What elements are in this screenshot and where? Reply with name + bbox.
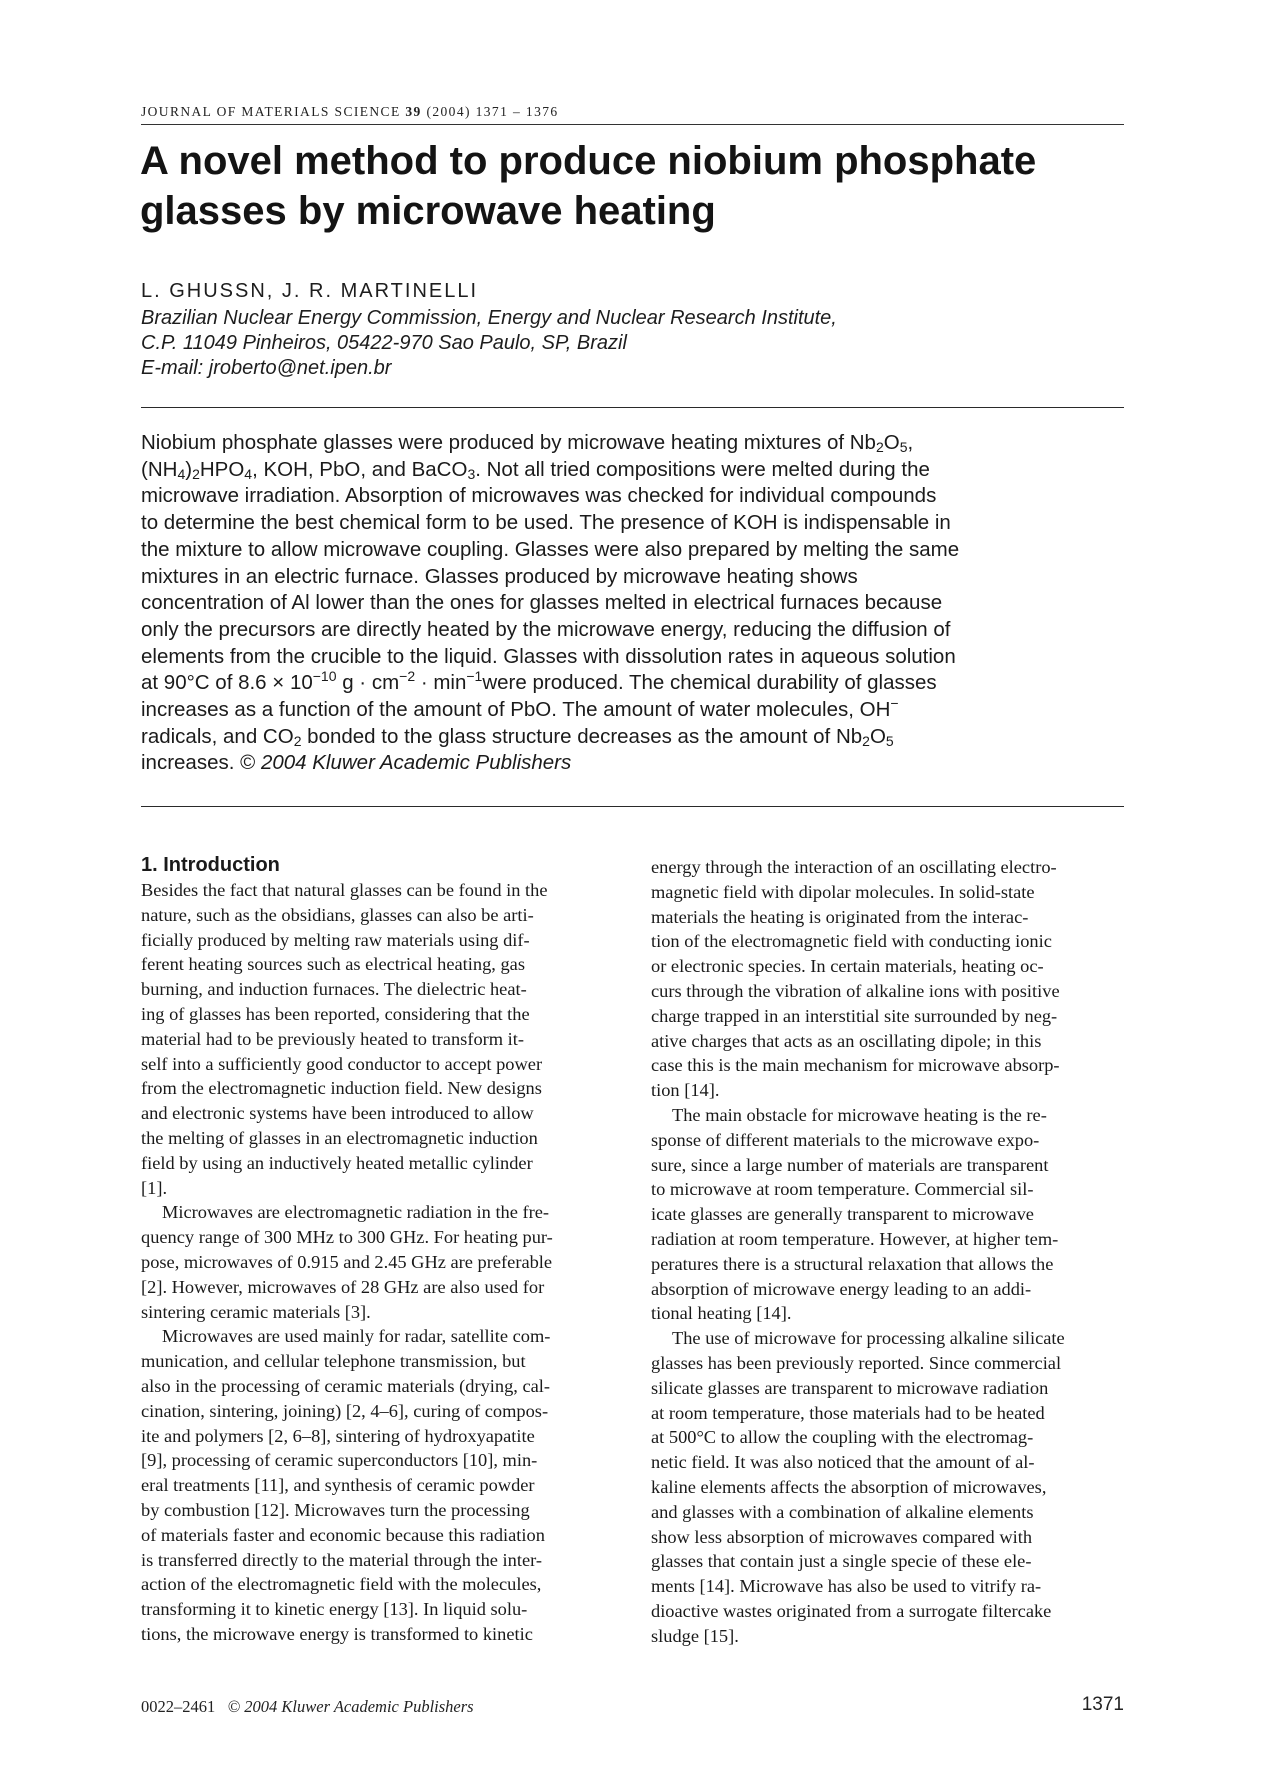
right-column-body <box>651 855 1126 1649</box>
body-text-line: sludge [15]. <box>651 1625 739 1646</box>
body-text-line: Besides the fact that natural glasses can be found in the <box>141 880 548 900</box>
journal-year-pages: (2004) 1371 – 1376 <box>426 104 559 119</box>
body-text-line: kaline elements affects the absorption of microwaves, <box>651 1476 1047 1497</box>
section-heading: 1. Introduction <box>141 854 280 876</box>
body-text-line: glasses has been previously reported. Since commercial <box>651 1352 1062 1373</box>
left-column-body <box>141 878 616 1647</box>
body-text-line: The use of microwave for processing alkaline silicate <box>672 1328 1065 1349</box>
body-text-line: of materials faster and economic because this radiation <box>141 1524 545 1545</box>
body-text-line: eral treatments [11], and synthesis of ceramic powder <box>141 1475 535 1496</box>
abstract-line: radicals, and $CO_2$ bonded to the glass structure decreases as the amount of $Nb_2O_5$ <box>141 724 894 749</box>
abstract-line: microwave irradiation. Absorption of microwaves was checked for individual compounds <box>141 484 937 508</box>
title-line: A novel method to produce niobium phosphate <box>140 139 1037 183</box>
body-text-line: [1]. <box>141 1177 168 1198</box>
body-text-line: tions, the microwave energy is transformed to kinetic <box>141 1623 533 1644</box>
body-text-line: sponse of different materials to the microwave expo- <box>651 1129 1040 1150</box>
body-text-line: ferent heating sources such as electrical heating, gas <box>141 954 525 975</box>
issn: 0022–2461 <box>141 1697 216 1716</box>
affiliation-line: C.P. 11049 Pinheiros, 05422-970 Sao Paulo, SP, Brazil <box>141 332 627 354</box>
body-text-line: tion of the electromagnetic field with conducting ionic <box>651 931 1052 952</box>
email: E-mail: jroberto@net.ipen.br <box>141 357 392 379</box>
abstract-copyright: 2004 Kluwer Academic Publishers <box>260 751 572 775</box>
body-text-line: action of the electromagnetic field with the molecules, <box>141 1574 542 1595</box>
journal-name: JOURNAL OF MATERIALS SCIENCE <box>141 104 401 119</box>
body-text-line: at room temperature, those materials had to be heated <box>651 1402 1045 1423</box>
body-text-line: tional heating [14]. <box>651 1303 792 1324</box>
journal-volume: 39 <box>405 104 422 119</box>
body-text-line: ments [14]. Microwave has also be used to vitrify ra- <box>651 1576 1042 1597</box>
body-text-line: glasses that contain just a single specie of these ele- <box>651 1551 1032 1572</box>
body-text-line: or electronic species. In certain materials, heating oc- <box>651 956 1044 977</box>
journal-header <box>141 104 1124 125</box>
body-text-line: also in the processing of ceramic materials (drying, cal- <box>141 1375 551 1396</box>
abstract-line: to determine the best chemical form to be used. The presence of KOH is indispensable in <box>141 511 951 535</box>
body-text-line: dioactive wastes originated from a surrogate filtercake <box>651 1600 1052 1621</box>
body-text-line: materials the heating is originated from the interac- <box>651 906 1029 927</box>
abstract-line: elements from the crucible to the liquid. Glasses with dissolution rates in aqueous solution <box>141 644 956 668</box>
left-column <box>141 852 616 1647</box>
body-text-line: ative charges that acts as an oscillating dipole; in this <box>651 1030 1042 1051</box>
abstract <box>141 430 1131 777</box>
paper-title <box>140 136 1130 236</box>
body-text-line: Microwaves are used mainly for radar, satellite com- <box>162 1326 551 1347</box>
body-text-line: The main obstacle for microwave heating is the re- <box>672 1104 1047 1125</box>
body-text-line: show less absorption of microwaves compared with <box>651 1526 1033 1547</box>
body-text-line: silicate glasses are transparent to microwave radiation <box>651 1377 1049 1398</box>
body-text-line: pose, microwaves of 0.915 and 2.45 GHz are preferable <box>141 1251 553 1272</box>
body-text-line: ficially produced by melting raw materials using dif- <box>141 929 530 950</box>
affiliation <box>141 306 1141 381</box>
body-text-line: by combustion [12]. Microwaves turn the processing <box>141 1499 530 1520</box>
footer-copyright: © 2004 Kluwer Academic Publishers <box>227 1697 474 1716</box>
body-text-line: peratures there is a structural relaxation that allows the <box>651 1253 1054 1274</box>
body-text-line: from the electromagnetic induction field. New designs <box>141 1078 542 1099</box>
body-text-line: transforming it to kinetic energy [13]. In liquid solu- <box>141 1599 528 1620</box>
body-text-line: sure, since a large number of materials are transparent <box>651 1154 1049 1175</box>
body-text-line: at 500°C to allow the coupling with the electromag- <box>651 1427 1034 1448</box>
abstract-line: the mixture to allow microwave coupling. Glasses were also prepared by melting the same <box>141 537 960 561</box>
abstract-line: increases. © 2004 Kluwer Academic Publishers <box>141 751 572 775</box>
abstract-line: concentration of Al lower than the ones for glasses melted in electrical furnaces because <box>141 591 943 615</box>
page-number: 1371 <box>1081 1694 1124 1715</box>
abstract-line: only the precursors are directly heated by the microwave energy, reducing the diffusion of <box>141 617 951 641</box>
body-text-line: Microwaves are electromagnetic radiation in the fre- <box>162 1202 550 1223</box>
body-text-line: quency range of 300 MHz to 300 GHz. For heating pur- <box>141 1227 553 1248</box>
authors: L. GHUSSN, J. R. MARTINELLI <box>141 280 479 302</box>
body-text-line: ing of glasses has been reported, considering that the <box>141 1003 530 1024</box>
body-text-line: case this is the main mechanism for microwave absorp- <box>651 1055 1060 1076</box>
body-text-line: and glasses with a combination of alkaline elements <box>651 1501 1034 1522</box>
divider-bottom <box>141 806 1124 807</box>
abstract-line: $(NH_4)_2HPO_4$, KOH, PbO, and BaCO$_3$. Not all tried compositions were melted during the <box>141 457 930 482</box>
divider-top <box>141 407 1124 408</box>
right-column <box>651 855 1126 1649</box>
body-text-line: netic field. It was also noticed that the amount of al- <box>651 1452 1035 1473</box>
body-text-line: cination, sintering, joining) [2, 4–6], curing of compos- <box>141 1400 549 1421</box>
body-text-line: material had to be previously heated to transform it- <box>141 1028 525 1049</box>
body-text-line: ite and polymers [2, 6–8], sintering of hydroxyapatite <box>141 1425 535 1446</box>
abstract-line: Niobium phosphate glasses were produced by microwave heating mixtures of $Nb_2O_5$, <box>141 431 914 455</box>
affiliation-line: Brazilian Nuclear Energy Commission, Energy and Nuclear Research Institute, <box>141 307 837 329</box>
title-line: glasses by microwave heating <box>140 189 716 233</box>
body-text-line: curs through the vibration of alkaline ions with positive <box>651 980 1060 1001</box>
abstract-line: at 90°C of $8.6 \times 10^{-10}$ $g \cdot cm^{-2}$ · $\min^{-1}were$ produced. The chemical durability of glasses <box>141 668 937 695</box>
body-text-line: is transferred directly to the material through the inter- <box>141 1549 543 1570</box>
body-text-line: icate glasses are generally transparent to microwave <box>651 1204 1034 1225</box>
body-text-line: the melting of glasses in an electromagnetic induction <box>141 1127 538 1148</box>
body-text-line: magnetic field with dipolar molecules. In solid-state <box>651 881 1035 902</box>
body-text-line: field by using an inductively heated metallic cylinder <box>141 1152 533 1173</box>
body-text-line: nature, such as the obsidians, glasses can also be arti- <box>141 904 534 925</box>
body-text-line: [2]. However, microwaves of 28 GHz are also used for <box>141 1276 545 1297</box>
body-text-line: munication, and cellular telephone transmission, but <box>141 1351 526 1372</box>
body-text-line: tion [14]. <box>651 1080 720 1101</box>
body-text-line: radiation at room temperature. However, at higher tem- <box>651 1228 1059 1249</box>
abstract-line: increases as a function of the amount of PbO. The amount of water molecules, OH− <box>141 695 899 722</box>
body-text-line: to microwave at room temperature. Commercial sil- <box>651 1179 1034 1200</box>
footer-identifier <box>141 1697 474 1717</box>
abstract-line: mixtures in an electric furnace. Glasses produced by microwave heating shows <box>141 564 858 588</box>
body-text-line: and electronic systems have been introduced to allow <box>141 1103 534 1124</box>
body-text-line: absorption of microwave energy leading to an addi- <box>651 1278 1032 1299</box>
body-text-line: [9], processing of ceramic superconductors [10], min- <box>141 1450 538 1471</box>
body-text-line: charge trapped in an interstitial site surrounded by neg- <box>651 1005 1058 1026</box>
body-text-line: burning, and induction furnaces. The dielectric heat- <box>141 979 527 1000</box>
body-text-line: self into a sufficiently good conductor to accept power <box>141 1053 543 1074</box>
body-text-line: energy through the interaction of an oscillating electro- <box>651 857 1057 877</box>
body-text-line: sintering ceramic materials [3]. <box>141 1301 371 1322</box>
